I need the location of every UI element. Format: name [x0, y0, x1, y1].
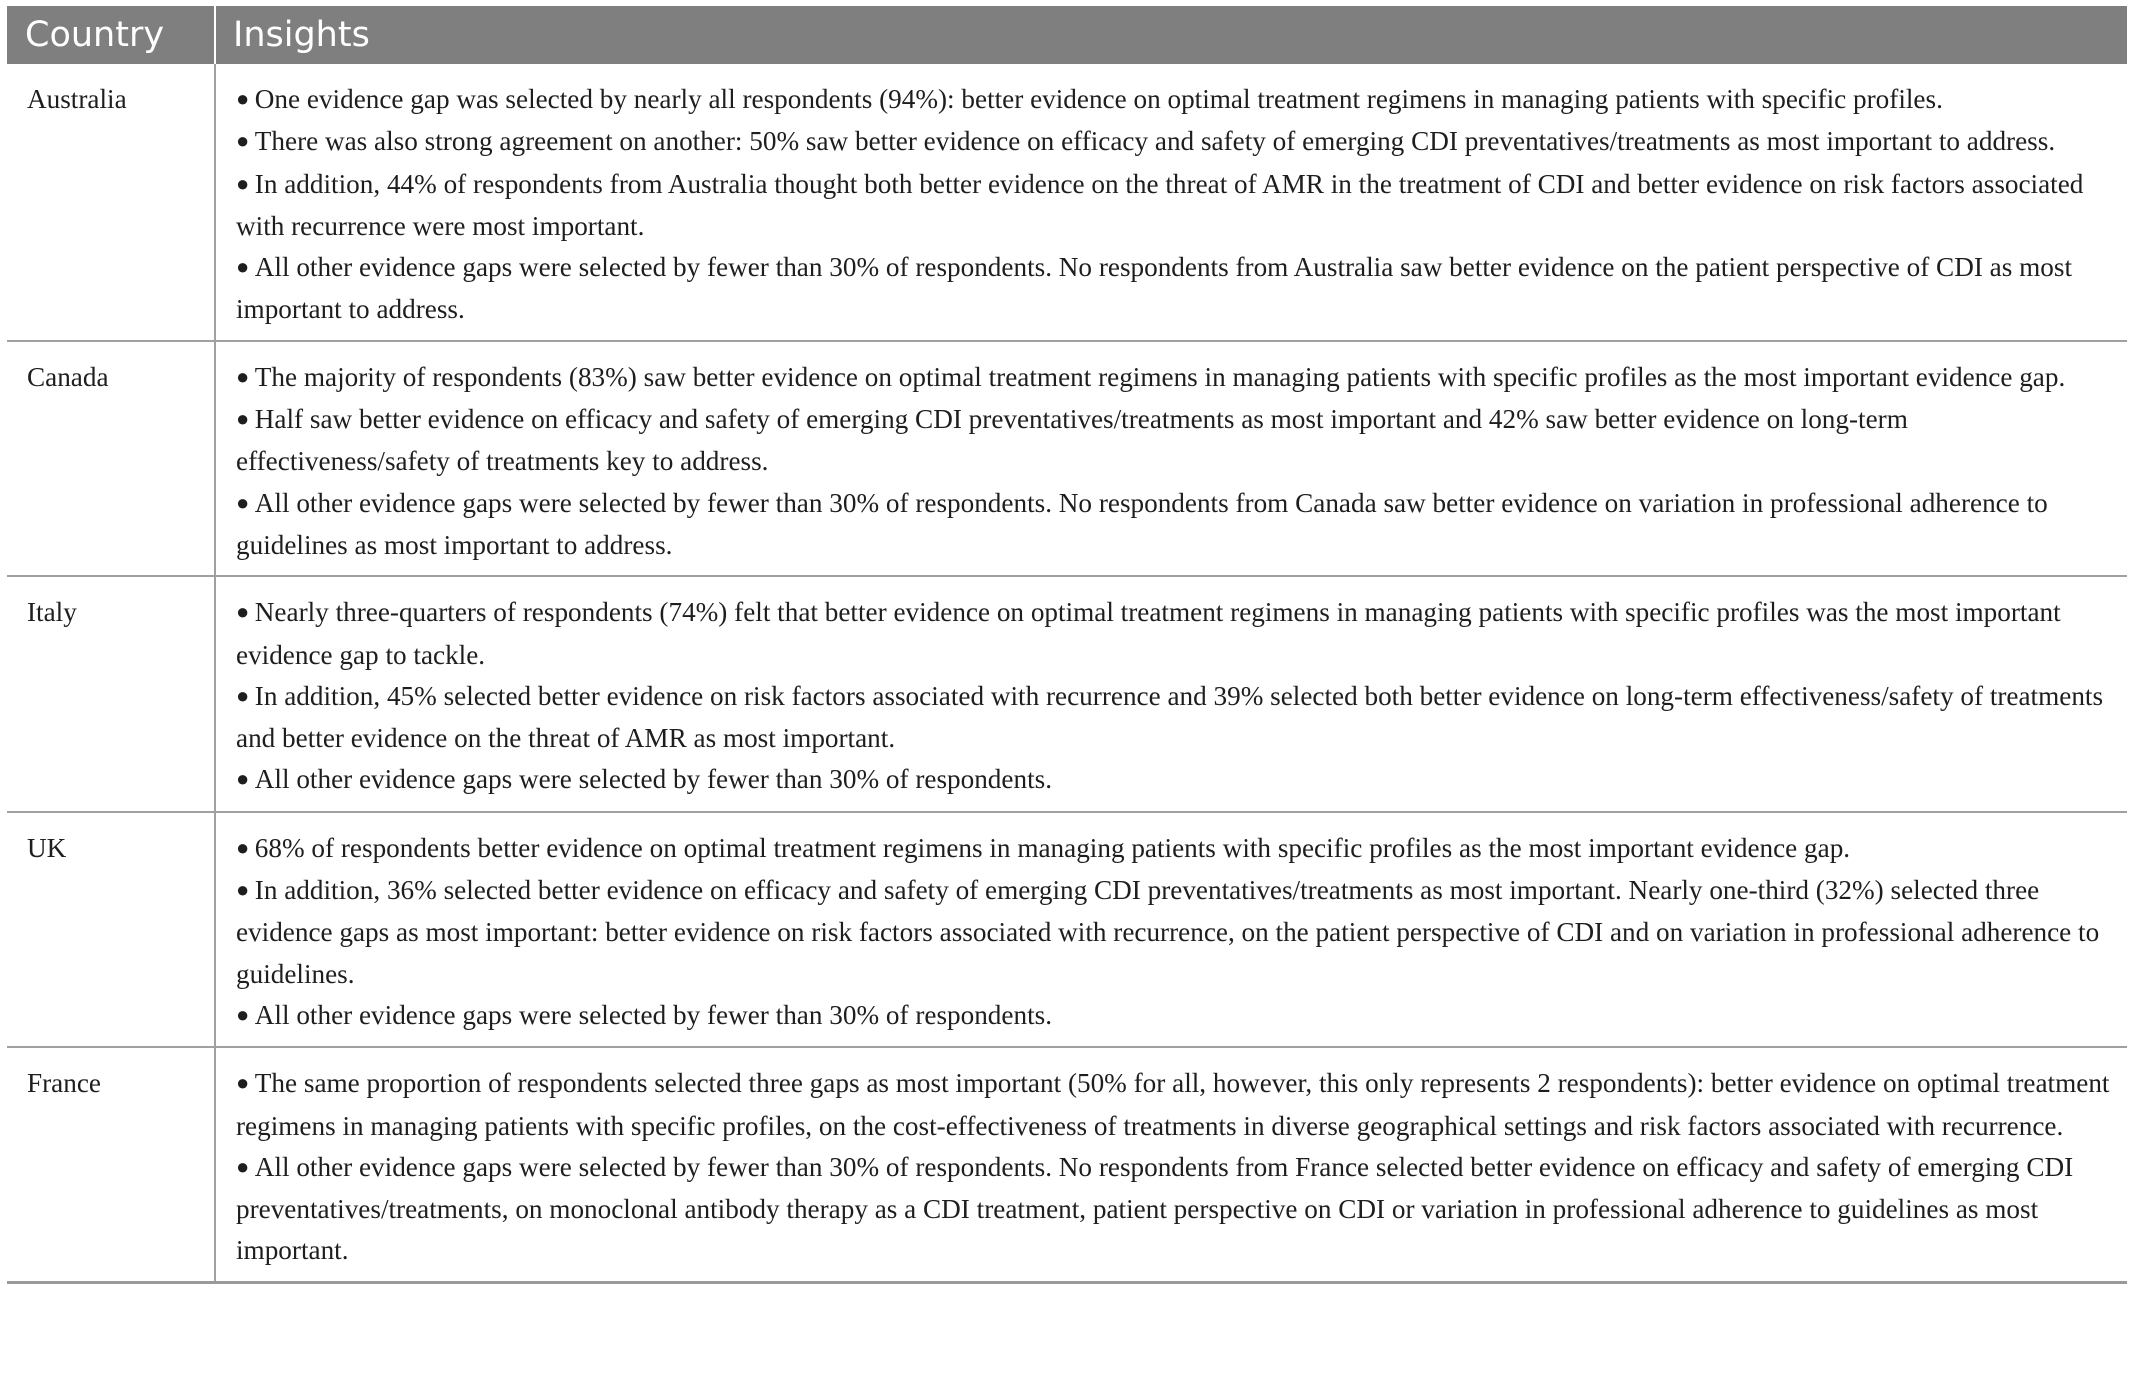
country-column-header: Country	[7, 6, 215, 64]
insight-bullet	[236, 121, 2119, 163]
bullet-dot-icon: ●	[236, 682, 255, 708]
insight-bullet	[236, 828, 2119, 870]
insight-bullet	[236, 357, 2119, 399]
insights-cell	[215, 341, 2127, 576]
bullet-dot-icon: ●	[236, 1153, 255, 1179]
bullet-dot-icon: ●	[236, 1001, 255, 1027]
bullet-dot-icon: ●	[236, 834, 255, 860]
insight-bullet	[236, 676, 2119, 760]
insight-bullet	[236, 870, 2119, 995]
table-body	[7, 64, 2127, 1282]
table-row	[7, 1047, 2127, 1282]
table-header-row	[7, 6, 2127, 64]
insight-text: All other evidence gaps were selected by fewer than 30% of respondents.	[254, 999, 1052, 1030]
insight-bullet	[236, 399, 2119, 483]
table-row	[7, 576, 2127, 811]
insight-text: In addition, 36% selected better evidence on efficacy and safety of emerging CDI preventatives/treatments as most important. Nearly one-third (32%) selected three evidence gaps as most important: better evidence on risk factors associated with recurrence, on the patient perspective of CDI and on variation in professional adherence to guidelines.	[236, 875, 2100, 989]
bullet-dot-icon: ●	[236, 766, 255, 792]
table-row	[7, 64, 2127, 341]
insight-bullet	[236, 483, 2119, 567]
insight-bullet	[236, 247, 2119, 331]
insight-text: All other evidence gaps were selected by fewer than 30% of respondents. No respondents from Australia saw better evidence on the patient perspective of CDI as most important to address.	[236, 252, 2072, 325]
insight-bullet	[236, 1147, 2119, 1272]
bullet-dot-icon: ●	[236, 406, 255, 432]
insight-text: All other evidence gaps were selected by fewer than 30% of respondents. No respondents from Canada saw better evidence on variation in professional adherence to guidelines as most important to address.	[236, 487, 2048, 560]
table-row	[7, 812, 2127, 1047]
insight-text: All other evidence gaps were selected by fewer than 30% of respondents. No respondents from France selected better evidence on efficacy and safety of emerging CDI preventatives/treatments, on monoclonal antibody therapy as a CDI treatment, patient perspective on CDI or variation in professional adherence to guidelines as most important.	[236, 1151, 2074, 1266]
insights-cell	[215, 64, 2127, 341]
insight-text: Nearly three-quarters of respondents (74%) felt that better evidence on optimal treatment regimens in managing patients with specific profiles was the most important evidence gap to tackle.	[236, 597, 2061, 670]
insight-text: In addition, 44% of respondents from Australia thought both better evidence on the threat of AMR in the treatment of CDI and better evidence on risk factors associated with recurrence were most important.	[236, 168, 2084, 241]
bullet-dot-icon: ●	[236, 254, 255, 280]
insights-table-container	[7, 6, 2127, 1284]
insight-text: The majority of respondents (83%) saw better evidence on optimal treatment regimens in managing patients with specific profiles as the most important evidence gap.	[254, 361, 2066, 392]
bullet-dot-icon: ●	[236, 363, 255, 389]
country-cell: UK	[7, 812, 215, 1047]
bullet-dot-icon: ●	[236, 128, 255, 154]
insight-text: One evidence gap was selected by nearly all respondents (94%): better evidence on optimal treatment regimens in managing patients with specific profiles.	[254, 84, 1943, 114]
insights-cell	[215, 812, 2127, 1047]
insight-bullet	[236, 1063, 2119, 1147]
insight-bullet	[236, 592, 2119, 676]
insights-cell	[215, 1047, 2127, 1282]
insights-table	[7, 6, 2127, 1284]
insight-bullet	[236, 164, 2119, 248]
bullet-dot-icon: ●	[236, 489, 255, 515]
insights-column-header: Insights	[215, 6, 2127, 64]
insight-bullet	[236, 79, 2119, 121]
insight-bullet	[236, 995, 2119, 1037]
insight-text: In addition, 45% selected better evidence on risk factors associated with recurrence and 39% selected both better evidence on long-term effectiveness/safety of treatments and better evidence on the threat of AMR as most important.	[236, 680, 2104, 754]
country-cell: Australia	[7, 64, 215, 341]
insight-text: All other evidence gaps were selected by fewer than 30% of respondents.	[254, 764, 1052, 795]
insight-text: Half saw better evidence on efficacy and safety of emerging CDI preventatives/treatments as most important and 42% saw better evidence on long-term effectiveness/safety of treatments key to address.	[236, 404, 1908, 477]
insight-text: 68% of respondents better evidence on optimal treatment regimens in managing patients with specific profiles as the most important evidence gap.	[254, 832, 1851, 863]
country-cell: France	[7, 1047, 215, 1282]
insight-text: There was also strong agreement on another: 50% saw better evidence on efficacy and safety of emerging CDI preventatives/treatments as most important to address.	[254, 126, 2056, 157]
insights-cell	[215, 576, 2127, 811]
country-cell: Canada	[7, 341, 215, 576]
bullet-dot-icon: ●	[236, 170, 255, 196]
table-row	[7, 341, 2127, 576]
country-cell: Italy	[7, 576, 215, 811]
bullet-dot-icon: ●	[236, 599, 255, 625]
insight-text: The same proportion of respondents selected three gaps as most important (50% for all, however, this only represents 2 respondents): better evidence on optimal treatment regimens in managing patients with specific profiles, on the cost-effectiveness of treatments in diverse geographical settings and risk factors associated with recurrence.	[236, 1068, 2110, 1141]
bullet-dot-icon: ●	[236, 877, 255, 903]
bullet-dot-icon: ●	[236, 86, 255, 111]
bullet-dot-icon: ●	[236, 1070, 255, 1096]
insight-bullet	[236, 759, 2119, 801]
